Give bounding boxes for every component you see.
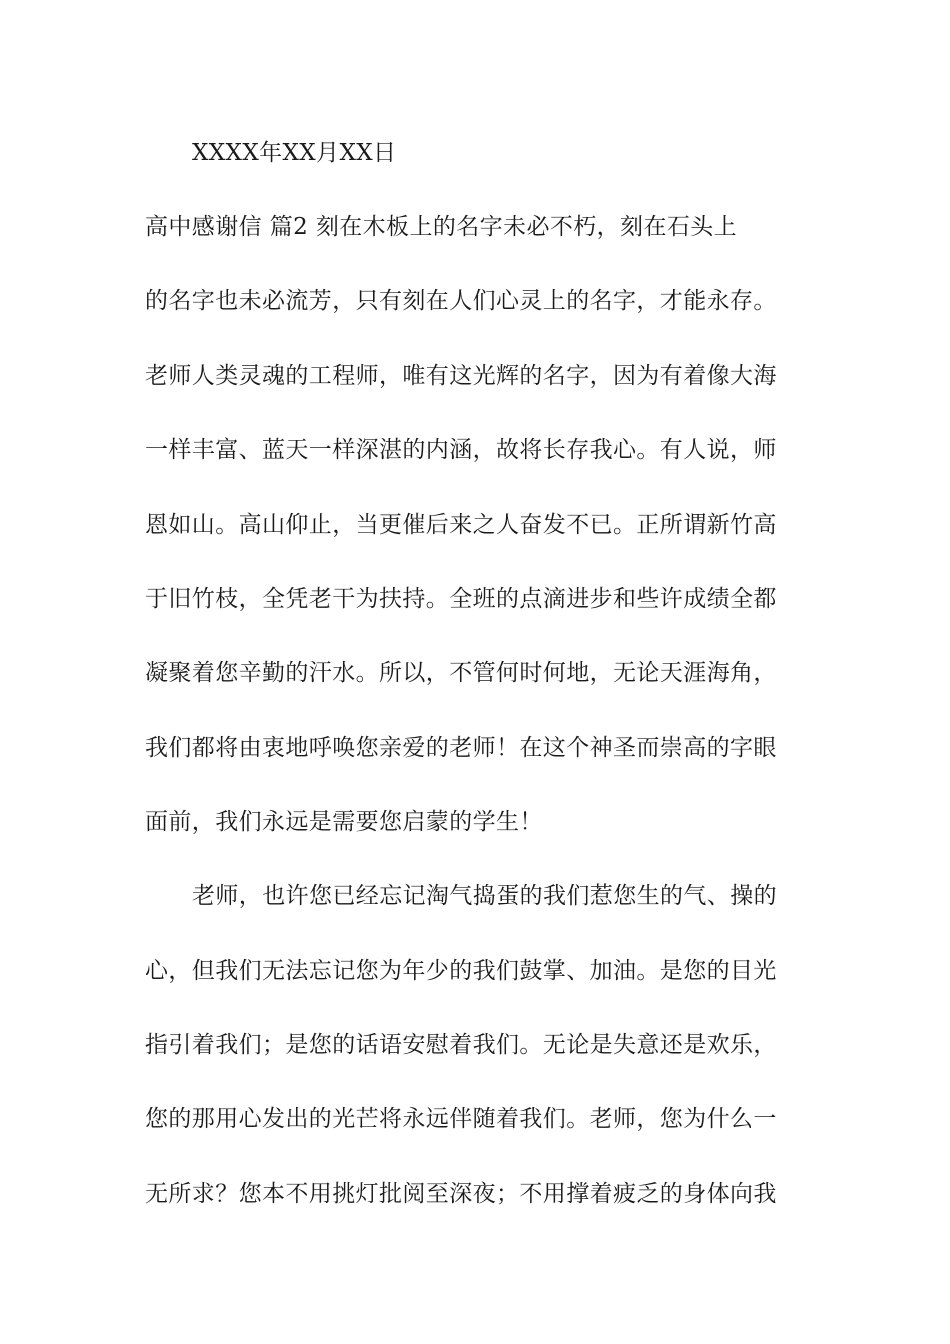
text-line-6: 于旧竹枝，全凭老干为扶持。全班的点滴进步和些许成绩全都 — [145, 586, 777, 612]
text-line-12: 指引着我们；是您的话语安慰着我们。无论是失意还是欢乐， — [145, 1032, 777, 1058]
text-line-7: 凝聚着您辛勤的汗水。所以，不管何时何地，无论天涯海角， — [145, 660, 777, 686]
text-line-13: 您的那用心发出的光芒将永远伴随着我们。老师，您为什么一 — [145, 1106, 777, 1132]
date-line: XXXX年XX月XX日 — [192, 140, 397, 166]
text-line-5: 恩如山。高山仰止，当更催后来之人奋发不已。正所谓新竹高 — [145, 512, 777, 538]
text-line-1: 高中感谢信 篇2 刻在木板上的名字未必不朽，刻在石头上 — [145, 214, 738, 240]
text-line-11: 心，但我们无法忘记您为年少的我们鼓掌、加油。是您的目光 — [145, 958, 777, 984]
text-line-9: 面前，我们永远是需要您启蒙的学生！ — [145, 809, 543, 835]
text-line-10: 老师，也许您已经忘记淘气捣蛋的我们惹您生的气、操的 — [192, 883, 777, 909]
text-line-2: 的名字也未必流芳，只有刻在人们心灵上的名字，才能永存。 — [145, 288, 777, 314]
text-line-4: 一样丰富、蓝天一样深湛的内涵，故将长存我心。有人说，师 — [145, 437, 777, 463]
text-line-14: 无所求？您本不用挑灯批阅至深夜；不用撑着疲乏的身体向我 — [145, 1181, 777, 1207]
text-line-8: 我们都将由衷地呼唤您亲爱的老师！在这个神圣而崇高的字眼 — [145, 735, 777, 761]
text-line-3: 老师人类灵魂的工程师，唯有这光辉的名字，因为有着像大海 — [145, 363, 777, 389]
